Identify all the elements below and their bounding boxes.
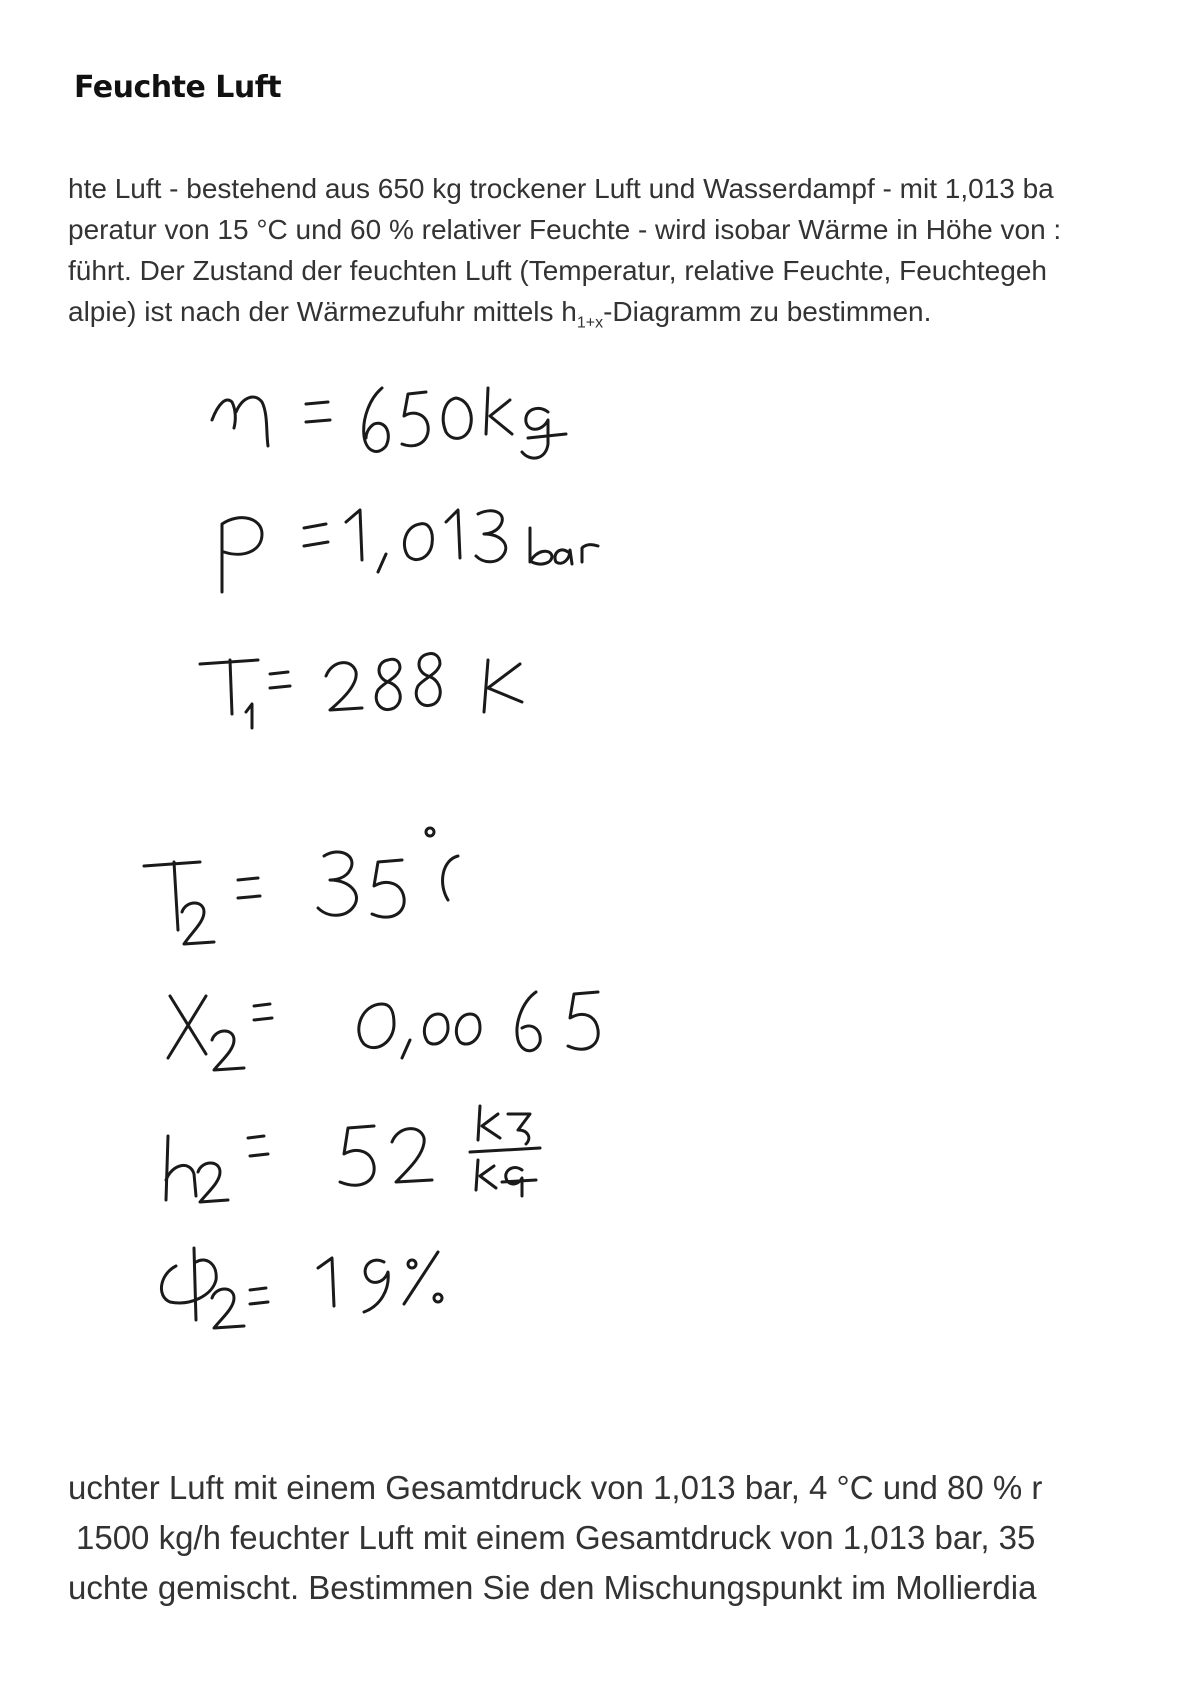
handwritten-mass <box>212 388 566 458</box>
handwritten-enthalpy <box>166 1106 540 1202</box>
problem-1-line-part: alpie) ist nach der Wärmezufuhr mittels h <box>68 296 577 327</box>
problem-2-line: uchte gemischt. Bestimmen Sie den Mischungspunkt im Mollierdia <box>68 1569 1037 1606</box>
handwritten-temperature-2 <box>144 828 458 944</box>
problem-2-line: uchter Luft mit einem Gesamtdruck von 1,013 bar, 4 °C und 80 % r <box>68 1469 1043 1506</box>
subscript-1-plus-x: 1+x <box>576 314 604 332</box>
problem-2-text <box>68 1463 1138 1613</box>
handwritten-humidity-ratio <box>168 992 598 1070</box>
problem-1-line: peratur von 15 °C und 60 % relativer Feuchte - wird isobar Wärme in Höhe von : <box>68 214 1062 245</box>
page-title: Feuchte Luft <box>74 70 282 105</box>
handwritten-relative-humidity <box>161 1248 442 1328</box>
problem-1-line-part: -Diagramm zu bestimmen. <box>603 296 932 327</box>
handwritten-pressure <box>222 510 598 592</box>
problem-1-line: führt. Der Zustand der feuchten Luft (Temperatur, relative Feuchte, Feuchtegeh <box>68 255 1047 286</box>
problem-2-line: 1500 kg/h feuchter Luft mit einem Gesamtdruck von 1,013 bar, 35 <box>76 1519 1036 1556</box>
handwritten-temperature-1 <box>200 653 522 728</box>
problem-1-line: hte Luft - bestehend aus 650 kg trockener Luft und Wasserdampf - mit 1,013 ba <box>68 173 1054 204</box>
